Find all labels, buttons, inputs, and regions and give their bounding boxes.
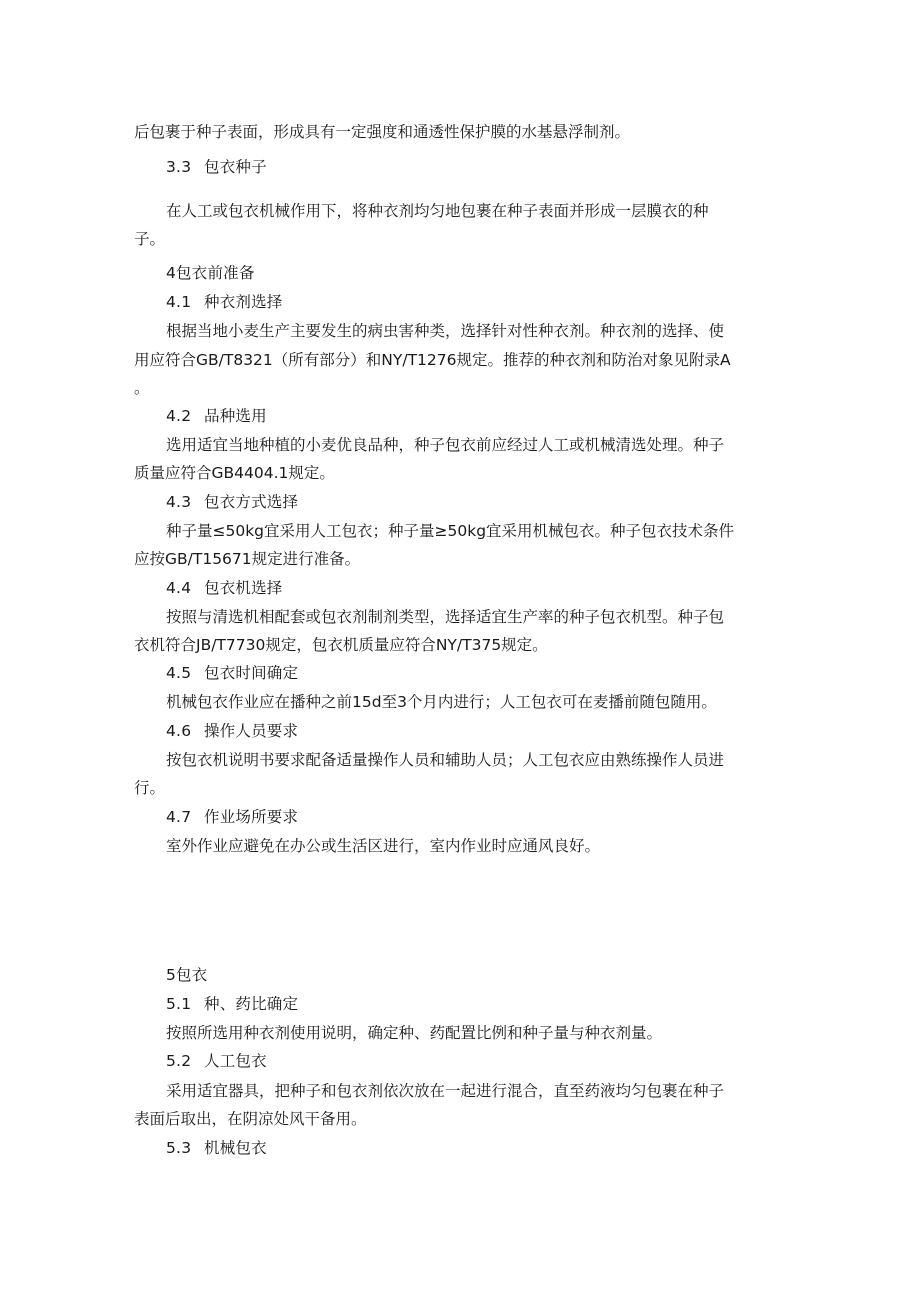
section-number: 5.1 bbox=[166, 995, 192, 1013]
section-heading-4-7 bbox=[166, 807, 298, 827]
paragraph-line: 按照所选用种衣剂使用说明，确定种、药配置比例和种子量与种衣剂量。 bbox=[166, 1024, 663, 1042]
section-title: 包衣方式选择 bbox=[204, 493, 299, 511]
section-number: 5.2 bbox=[166, 1052, 192, 1070]
section-number: 4.5 bbox=[166, 664, 192, 682]
paragraph-line: 室外作业应避免在办公或生活区进行，室内作业时应通风良好。 bbox=[166, 837, 601, 855]
section-title: 人工包衣 bbox=[204, 1052, 267, 1070]
section-title: 种、药比确定 bbox=[204, 995, 299, 1013]
section-number: 4.4 bbox=[166, 579, 192, 597]
paragraph-line: 。 bbox=[134, 379, 150, 397]
paragraph-line: 后包裹于种子表面，形成具有一定强度和通透性保护膜的水基悬浮制剂。 bbox=[134, 123, 631, 141]
paragraph-line: 采用适宜器具，把种子和包衣剂依次放在一起进行混合，直至药液均匀包裹在种子 bbox=[166, 1082, 725, 1100]
chapter-heading-4: 4包衣前准备 bbox=[166, 264, 255, 282]
section-number: 4.7 bbox=[166, 808, 192, 826]
paragraph-line: 在人工或包衣机械作用下，将种衣剂均匀地包裹在种子表面并形成一层膜衣的种 bbox=[166, 202, 709, 220]
section-heading-5-2 bbox=[166, 1051, 267, 1071]
section-heading-4-2 bbox=[166, 406, 267, 426]
section-title: 品种选用 bbox=[204, 407, 267, 425]
section-number: 4.6 bbox=[166, 722, 192, 740]
section-heading-4-1 bbox=[166, 292, 283, 312]
section-heading-5-3 bbox=[166, 1138, 267, 1158]
paragraph-line: 按照与清选机相配套或包衣剂制剂类型，选择适宜生产率的种子包衣机型。种子包 bbox=[166, 608, 725, 626]
section-heading-4-4 bbox=[166, 578, 283, 598]
section-title: 种衣剂选择 bbox=[204, 293, 283, 311]
paragraph-line: 用应符合GB/T8321（所有部分）和NY/T1276规定。推荐的种衣剂和防治对象见附录A bbox=[134, 351, 731, 369]
paragraph-line: 选用适宜当地种植的小麦优良品种，种子包衣前应经过人工或机械清选处理。种子 bbox=[166, 436, 725, 454]
section-title: 包衣机选择 bbox=[204, 579, 283, 597]
paragraph-line: 行。 bbox=[134, 779, 166, 797]
section-number: 5.3 bbox=[166, 1139, 192, 1157]
section-title: 操作人员要求 bbox=[204, 722, 299, 740]
paragraph-line: 衣机符合JB/T7730规定，包衣机质量应符合NY/T375规定。 bbox=[134, 636, 548, 654]
section-title: 作业场所要求 bbox=[204, 808, 299, 826]
paragraph-line: 子。 bbox=[134, 230, 166, 248]
section-number: 4.2 bbox=[166, 407, 192, 425]
section-heading-4-5 bbox=[166, 663, 298, 683]
section-number: 4.3 bbox=[166, 493, 192, 511]
section-heading-4-6 bbox=[166, 721, 298, 741]
paragraph-line: 表面后取出，在阴凉处风干备用。 bbox=[134, 1110, 367, 1128]
paragraph-line: 根据当地小麦生产主要发生的病虫害种类，选择针对性种衣剂。种衣剂的选择、使 bbox=[166, 322, 725, 340]
section-title: 包衣种子 bbox=[204, 158, 267, 176]
paragraph-line: 质量应符合GB4404.1规定。 bbox=[134, 464, 335, 482]
section-title: 机械包衣 bbox=[204, 1139, 267, 1157]
chapter-heading-5: 5包衣 bbox=[166, 966, 208, 984]
section-heading-4-3 bbox=[166, 492, 298, 512]
section-number: 3.3 bbox=[166, 158, 192, 176]
section-heading-5-1 bbox=[166, 994, 298, 1014]
paragraph-line: 机械包衣作业应在播种之前15d至3个月内进行；人工包衣可在麦播前随包随用。 bbox=[166, 693, 717, 711]
paragraph-line: 种子量≤50kg宜采用人工包衣；种子量≥50kg宜采用机械包衣。种子包衣技术条件 bbox=[166, 522, 735, 540]
paragraph-line: 应按GB/T15671规定进行准备。 bbox=[134, 550, 361, 568]
paragraph-line: 按包衣机说明书要求配备适量操作人员和辅助人员；人工包衣应由熟练操作人员进 bbox=[166, 751, 725, 769]
section-title: 包衣时间确定 bbox=[204, 664, 299, 682]
section-heading-3-3 bbox=[166, 157, 267, 177]
section-number: 4.1 bbox=[166, 293, 192, 311]
